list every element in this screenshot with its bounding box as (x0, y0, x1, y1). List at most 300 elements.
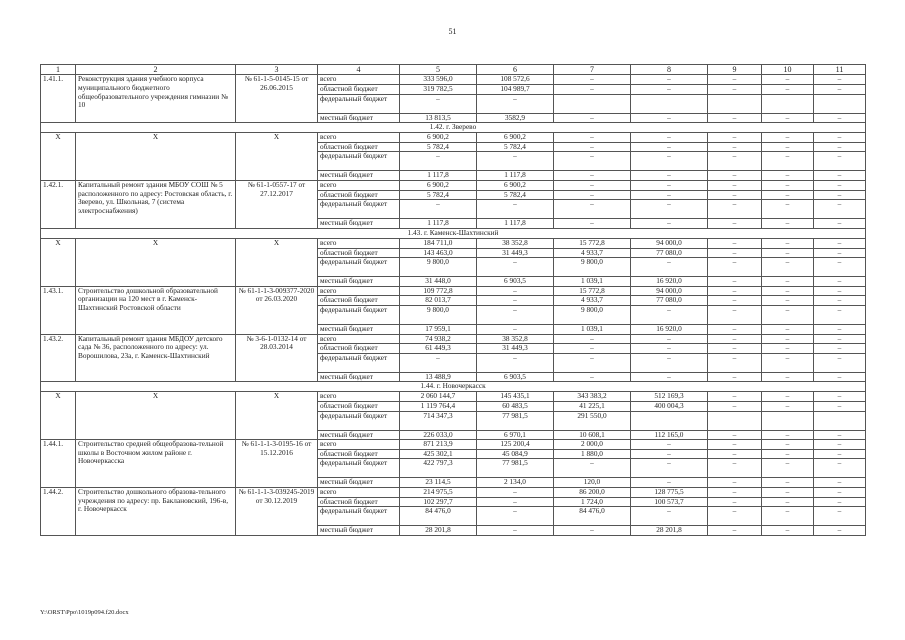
column-header: 9 (708, 65, 762, 75)
amount-cell: – (814, 238, 866, 248)
amount-cell: – (477, 497, 554, 507)
amount-cell: 28 201,8 (400, 526, 477, 536)
amount-cell: 1 880,0 (554, 449, 631, 459)
budget-source-label: федеральный бюджет (318, 411, 400, 430)
object-name: Х (76, 238, 236, 286)
amount-cell: – (762, 353, 814, 372)
amount-cell (708, 411, 762, 430)
amount-cell: – (708, 200, 762, 219)
column-header: 1 (41, 65, 76, 75)
amount-cell: – (814, 324, 866, 334)
table-row (41, 440, 866, 450)
row-code: 1.41.1. (41, 75, 76, 123)
row-code: 1.44.1. (41, 440, 76, 488)
amount-cell: – (554, 85, 631, 95)
amount-cell: 400 004,3 (631, 402, 708, 412)
amount-cell: 77 080,0 (631, 296, 708, 306)
amount-cell: 82 013,7 (400, 296, 477, 306)
amount-cell: 6 900,2 (477, 133, 554, 143)
project-document: Х (236, 392, 318, 440)
amount-cell: 4 933,7 (554, 296, 631, 306)
amount-cell: – (631, 152, 708, 171)
amount-cell: 422 797,3 (400, 459, 477, 478)
amount-cell: 1 117,8 (477, 171, 554, 181)
budget-source-label: местный бюджет (318, 277, 400, 287)
amount-cell: – (814, 334, 866, 344)
column-header-row (41, 65, 866, 75)
amount-cell: – (762, 507, 814, 526)
row-code: 1.43.1. (41, 286, 76, 334)
section-title: 1.43. г. Каменск-Шахтинский (41, 228, 866, 238)
amount-cell: – (554, 142, 631, 152)
amount-cell: – (477, 286, 554, 296)
budget-source-label: всего (318, 238, 400, 248)
amount-cell: 104 989,7 (477, 85, 554, 95)
amount-cell: 1 117,8 (400, 219, 477, 229)
amount-cell: – (814, 181, 866, 191)
amount-cell: – (631, 190, 708, 200)
amount-cell: 17 959,1 (400, 324, 477, 334)
budget-source-label: федеральный бюджет (318, 459, 400, 478)
amount-cell: – (708, 440, 762, 450)
object-name: Капитальный ремонт здания МБДОУ детского сада № 36, расположенного по адресу: ул. Ворошилова, 23а, г. Каменск-Шахтинский (76, 334, 236, 382)
amount-cell: – (631, 507, 708, 526)
amount-cell: – (762, 459, 814, 478)
row-code: Х (41, 238, 76, 286)
amount-cell: – (814, 507, 866, 526)
amount-cell: – (554, 75, 631, 85)
amount-cell: – (400, 353, 477, 372)
amount-cell: – (762, 133, 814, 143)
amount-cell: – (554, 372, 631, 382)
amount-cell: 31 449,3 (477, 344, 554, 354)
amount-cell: 15 772,8 (554, 238, 631, 248)
amount-cell: 9 800,0 (554, 258, 631, 277)
amount-cell: – (708, 478, 762, 488)
amount-cell: – (814, 497, 866, 507)
amount-cell: – (631, 219, 708, 229)
amount-cell: – (477, 305, 554, 324)
amount-cell: – (400, 152, 477, 171)
amount-cell: – (708, 238, 762, 248)
amount-cell: – (814, 488, 866, 498)
amount-cell: – (708, 305, 762, 324)
amount-cell: 6 900,2 (477, 181, 554, 191)
budget-source-label: областной бюджет (318, 248, 400, 258)
budget-source-label: местный бюджет (318, 430, 400, 440)
amount-cell: – (477, 200, 554, 219)
object-name: Строительство дошкольного образова-тельного учреждения по адресу: пр. Баклановский, 196-в, г. Новочеркасск (76, 488, 236, 536)
budget-source-label: федеральный бюджет (318, 507, 400, 526)
amount-cell: – (708, 75, 762, 85)
amount-cell: – (631, 85, 708, 95)
budget-source-label: областной бюджет (318, 402, 400, 412)
amount-cell: – (554, 526, 631, 536)
amount-cell: 15 772,8 (554, 286, 631, 296)
amount-cell: 28 201,8 (631, 526, 708, 536)
amount-cell: – (477, 296, 554, 306)
column-header: 5 (400, 65, 477, 75)
object-name: Строительство средней общеобразова-тельной школы в Восточном жилом районе г. Новочеркасска (76, 440, 236, 488)
amount-cell: – (762, 324, 814, 334)
amount-cell: – (762, 449, 814, 459)
amount-cell: 100 573,7 (631, 497, 708, 507)
amount-cell: – (762, 258, 814, 277)
amount-cell: 9 800,0 (554, 305, 631, 324)
amount-cell: – (762, 200, 814, 219)
amount-cell: – (554, 190, 631, 200)
amount-cell: – (708, 459, 762, 478)
amount-cell: – (762, 497, 814, 507)
amount-cell: 1 724,0 (554, 497, 631, 507)
amount-cell: – (814, 277, 866, 287)
amount-cell: – (554, 334, 631, 344)
row-code: 1.42.1. (41, 181, 76, 229)
amount-cell: – (554, 219, 631, 229)
project-document: № 61-1-1-3-039245-2019 от 30.12.2019 (236, 488, 318, 536)
amount-cell: – (477, 507, 554, 526)
budget-source-label: федеральный бюджет (318, 200, 400, 219)
budget-source-label: местный бюджет (318, 324, 400, 334)
amount-cell: – (814, 478, 866, 488)
amount-cell: 2 000,0 (554, 440, 631, 450)
amount-cell: – (814, 372, 866, 382)
amount-cell: – (477, 526, 554, 536)
amount-cell: – (814, 296, 866, 306)
amount-cell: – (708, 526, 762, 536)
column-header: 7 (554, 65, 631, 75)
amount-cell: 333 596,0 (400, 75, 477, 85)
budget-source-label: областной бюджет (318, 296, 400, 306)
table-row (41, 181, 866, 191)
amount-cell: – (708, 219, 762, 229)
object-name: Капитальный ремонт здания МБОУ СОШ № 5 расположенного по адресу: Ростовская область, г. Зверево, ул. Школьная, 7 (система электроснабжения) (76, 181, 236, 229)
amount-cell: – (708, 133, 762, 143)
amount-cell: – (762, 286, 814, 296)
project-document: № 61-1-5-0145-15 от 26.06.2015 (236, 75, 318, 123)
amount-cell: 1 117,8 (477, 219, 554, 229)
amount-cell (554, 94, 631, 113)
amount-cell: – (762, 440, 814, 450)
budget-source-label: всего (318, 334, 400, 344)
amount-cell: 120,0 (554, 478, 631, 488)
amount-cell: 291 550,0 (554, 411, 631, 430)
summary-row (41, 392, 866, 402)
amount-cell: – (814, 219, 866, 229)
amount-cell: – (762, 152, 814, 171)
project-document: № 61-1-1-3-009377-2020 от 26.03.2020 (236, 286, 318, 334)
amount-cell: 31 448,0 (400, 277, 477, 287)
amount-cell: 1 039,1 (554, 277, 631, 287)
amount-cell: 1 117,8 (400, 171, 477, 181)
budget-source-label: местный бюджет (318, 372, 400, 382)
amount-cell: – (814, 449, 866, 459)
object-name: Реконструкция здания учебного корпуса муниципального бюджетного общеобразовательного учреждения гимназии № 10 (76, 75, 236, 123)
budget-source-label: федеральный бюджет (318, 305, 400, 324)
amount-cell: – (708, 152, 762, 171)
amount-cell: – (814, 133, 866, 143)
amount-cell: – (814, 171, 866, 181)
amount-cell: – (631, 171, 708, 181)
amount-cell: 16 920,0 (631, 324, 708, 334)
amount-cell (631, 94, 708, 113)
amount-cell (762, 94, 814, 113)
budget-source-label: всего (318, 286, 400, 296)
amount-cell: 714 347,3 (400, 411, 477, 430)
amount-cell: 9 800,0 (400, 258, 477, 277)
amount-cell: – (708, 296, 762, 306)
amount-cell: – (814, 526, 866, 536)
amount-cell: 3582,9 (477, 113, 554, 123)
amount-cell: – (762, 372, 814, 382)
amount-cell: – (554, 344, 631, 354)
amount-cell: 94 000,0 (631, 286, 708, 296)
budget-source-label: областной бюджет (318, 142, 400, 152)
amount-cell: 871 213,9 (400, 440, 477, 450)
amount-cell: – (708, 248, 762, 258)
amount-cell: 5 782,4 (400, 142, 477, 152)
amount-cell: – (477, 258, 554, 277)
amount-cell: 145 435,1 (477, 392, 554, 402)
budget-source-label: федеральный бюджет (318, 353, 400, 372)
amount-cell: – (708, 353, 762, 372)
amount-cell: – (631, 258, 708, 277)
amount-cell: – (762, 305, 814, 324)
amount-cell: – (762, 248, 814, 258)
amount-cell: – (814, 392, 866, 402)
budget-source-label: областной бюджет (318, 344, 400, 354)
project-document: Х (236, 238, 318, 286)
budget-source-label: всего (318, 440, 400, 450)
amount-cell: – (477, 152, 554, 171)
amount-cell: – (762, 296, 814, 306)
budget-source-label: областной бюджет (318, 497, 400, 507)
column-header: 8 (631, 65, 708, 75)
amount-cell: 125 200,4 (477, 440, 554, 450)
amount-cell: 23 114,5 (400, 478, 477, 488)
amount-cell: – (708, 85, 762, 95)
amount-cell: – (708, 488, 762, 498)
budget-table (40, 64, 866, 536)
column-header: 4 (318, 65, 400, 75)
column-header: 3 (236, 65, 318, 75)
amount-cell: – (631, 181, 708, 191)
footer-file-path: Y:\ORST\Ppo\1019p094.f20.docx (40, 609, 129, 616)
amount-cell: 5 782,4 (400, 190, 477, 200)
amount-cell: – (554, 181, 631, 191)
amount-cell: 77 981,5 (477, 411, 554, 430)
column-header: 11 (814, 65, 866, 75)
amount-cell: 77 981,5 (477, 459, 554, 478)
amount-cell: – (477, 324, 554, 334)
object-name: Х (76, 133, 236, 181)
object-name: Строительство дошкольной образовательной организации на 120 мест в г. Каменск-Шахтинский Ростовской области (76, 286, 236, 334)
amount-cell: 9 800,0 (400, 305, 477, 324)
amount-cell: 6 903,5 (477, 277, 554, 287)
amount-cell: – (814, 85, 866, 95)
row-code: Х (41, 133, 76, 181)
amount-cell: – (708, 190, 762, 200)
amount-cell: 214 975,5 (400, 488, 477, 498)
amount-cell: – (477, 353, 554, 372)
amount-cell: – (814, 190, 866, 200)
amount-cell: – (814, 200, 866, 219)
amount-cell: 184 711,0 (400, 238, 477, 248)
amount-cell: – (554, 353, 631, 372)
budget-source-label: федеральный бюджет (318, 258, 400, 277)
amount-cell: – (814, 152, 866, 171)
amount-cell: – (814, 286, 866, 296)
amount-cell: – (814, 459, 866, 478)
budget-source-label: всего (318, 488, 400, 498)
budget-source-label: областной бюджет (318, 190, 400, 200)
amount-cell: – (762, 402, 814, 412)
amount-cell: – (708, 258, 762, 277)
amount-cell: 84 476,0 (554, 507, 631, 526)
amount-cell: – (477, 94, 554, 113)
amount-cell: 128 775,5 (631, 488, 708, 498)
amount-cell: – (554, 113, 631, 123)
budget-source-label: местный бюджет (318, 526, 400, 536)
project-document: № 3-6-1-0132-14 от 28.03.2014 (236, 334, 318, 382)
amount-cell: 6 970,1 (477, 430, 554, 440)
amount-cell: 16 920,0 (631, 277, 708, 287)
project-document: № 61-1-1-3-0195-16 от 15.12.2016 (236, 440, 318, 488)
amount-cell: – (708, 497, 762, 507)
amount-cell: – (814, 75, 866, 85)
amount-cell: – (708, 181, 762, 191)
budget-source-label: всего (318, 133, 400, 143)
budget-source-label: местный бюджет (318, 478, 400, 488)
amount-cell: – (814, 248, 866, 258)
amount-cell: 6 900,2 (400, 181, 477, 191)
amount-cell: – (814, 430, 866, 440)
amount-cell (708, 94, 762, 113)
budget-source-label: местный бюджет (318, 113, 400, 123)
row-code: Х (41, 392, 76, 440)
summary-row (41, 133, 866, 143)
amount-cell: – (762, 75, 814, 85)
amount-cell: 31 449,3 (477, 248, 554, 258)
amount-cell: – (554, 200, 631, 219)
amount-cell: – (631, 200, 708, 219)
amount-cell (762, 411, 814, 430)
project-document: № 61-1-0557-17 от 27.12.2017 (236, 181, 318, 229)
amount-cell: 109 772,8 (400, 286, 477, 296)
amount-cell: – (762, 113, 814, 123)
amount-cell: – (762, 478, 814, 488)
amount-cell: – (631, 133, 708, 143)
amount-cell: – (631, 459, 708, 478)
amount-cell: – (762, 171, 814, 181)
section-title: 1.44. г. Новочеркасск (41, 382, 866, 392)
amount-cell: 77 080,0 (631, 248, 708, 258)
amount-cell: – (708, 507, 762, 526)
row-code: 1.44.2. (41, 488, 76, 536)
amount-cell: 2 134,0 (477, 478, 554, 488)
amount-cell: – (400, 94, 477, 113)
amount-cell: 94 000,0 (631, 238, 708, 248)
amount-cell: – (708, 142, 762, 152)
amount-cell: – (814, 344, 866, 354)
amount-cell: – (708, 171, 762, 181)
amount-cell: 5 782,4 (477, 190, 554, 200)
amount-cell: 108 572,6 (477, 75, 554, 85)
amount-cell: 1 039,1 (554, 324, 631, 334)
amount-cell: – (814, 305, 866, 324)
amount-cell: – (631, 113, 708, 123)
amount-cell: – (708, 286, 762, 296)
amount-cell: 5 782,4 (477, 142, 554, 152)
amount-cell: – (762, 219, 814, 229)
amount-cell: – (814, 402, 866, 412)
amount-cell: – (762, 334, 814, 344)
budget-source-label: федеральный бюджет (318, 94, 400, 113)
amount-cell: – (708, 372, 762, 382)
column-header: 6 (477, 65, 554, 75)
amount-cell: 60 483,5 (477, 402, 554, 412)
amount-cell: – (814, 258, 866, 277)
amount-cell: 45 084,9 (477, 449, 554, 459)
table-row (41, 488, 866, 498)
amount-cell: 112 165,0 (631, 430, 708, 440)
amount-cell: – (631, 449, 708, 459)
amount-cell: 102 297,7 (400, 497, 477, 507)
amount-cell: – (631, 372, 708, 382)
amount-cell: – (762, 190, 814, 200)
amount-cell: – (708, 324, 762, 334)
amount-cell: – (400, 200, 477, 219)
amount-cell (814, 94, 866, 113)
section-header-row (41, 123, 866, 133)
amount-cell: 143 463,0 (400, 248, 477, 258)
amount-cell: 41 225,1 (554, 402, 631, 412)
column-header: 2 (76, 65, 236, 75)
amount-cell: 84 476,0 (400, 507, 477, 526)
budget-source-label: всего (318, 181, 400, 191)
amount-cell: – (762, 526, 814, 536)
amount-cell: 226 033,0 (400, 430, 477, 440)
budget-source-label: местный бюджет (318, 171, 400, 181)
amount-cell: – (631, 353, 708, 372)
amount-cell: 13 488,9 (400, 372, 477, 382)
amount-cell: – (762, 181, 814, 191)
amount-cell: – (631, 75, 708, 85)
amount-cell: – (762, 142, 814, 152)
amount-cell: 38 352,8 (477, 334, 554, 344)
amount-cell: – (554, 133, 631, 143)
amount-cell: – (631, 305, 708, 324)
amount-cell: – (762, 392, 814, 402)
amount-cell: 6 900,2 (400, 133, 477, 143)
page-number: 51 (448, 27, 457, 36)
section-header-row (41, 228, 866, 238)
amount-cell: 425 302,1 (400, 449, 477, 459)
section-title: 1.42. г. Зверево (41, 123, 866, 133)
amount-cell: – (631, 334, 708, 344)
summary-row (41, 238, 866, 248)
amount-cell: 1 119 764,4 (400, 402, 477, 412)
amount-cell: – (708, 402, 762, 412)
project-document: Х (236, 133, 318, 181)
amount-cell: – (631, 478, 708, 488)
amount-cell: – (762, 430, 814, 440)
amount-cell: 74 938,2 (400, 334, 477, 344)
amount-cell: 319 782,5 (400, 85, 477, 95)
amount-cell: – (708, 392, 762, 402)
section-header-row (41, 382, 866, 392)
amount-cell: 512 169,3 (631, 392, 708, 402)
